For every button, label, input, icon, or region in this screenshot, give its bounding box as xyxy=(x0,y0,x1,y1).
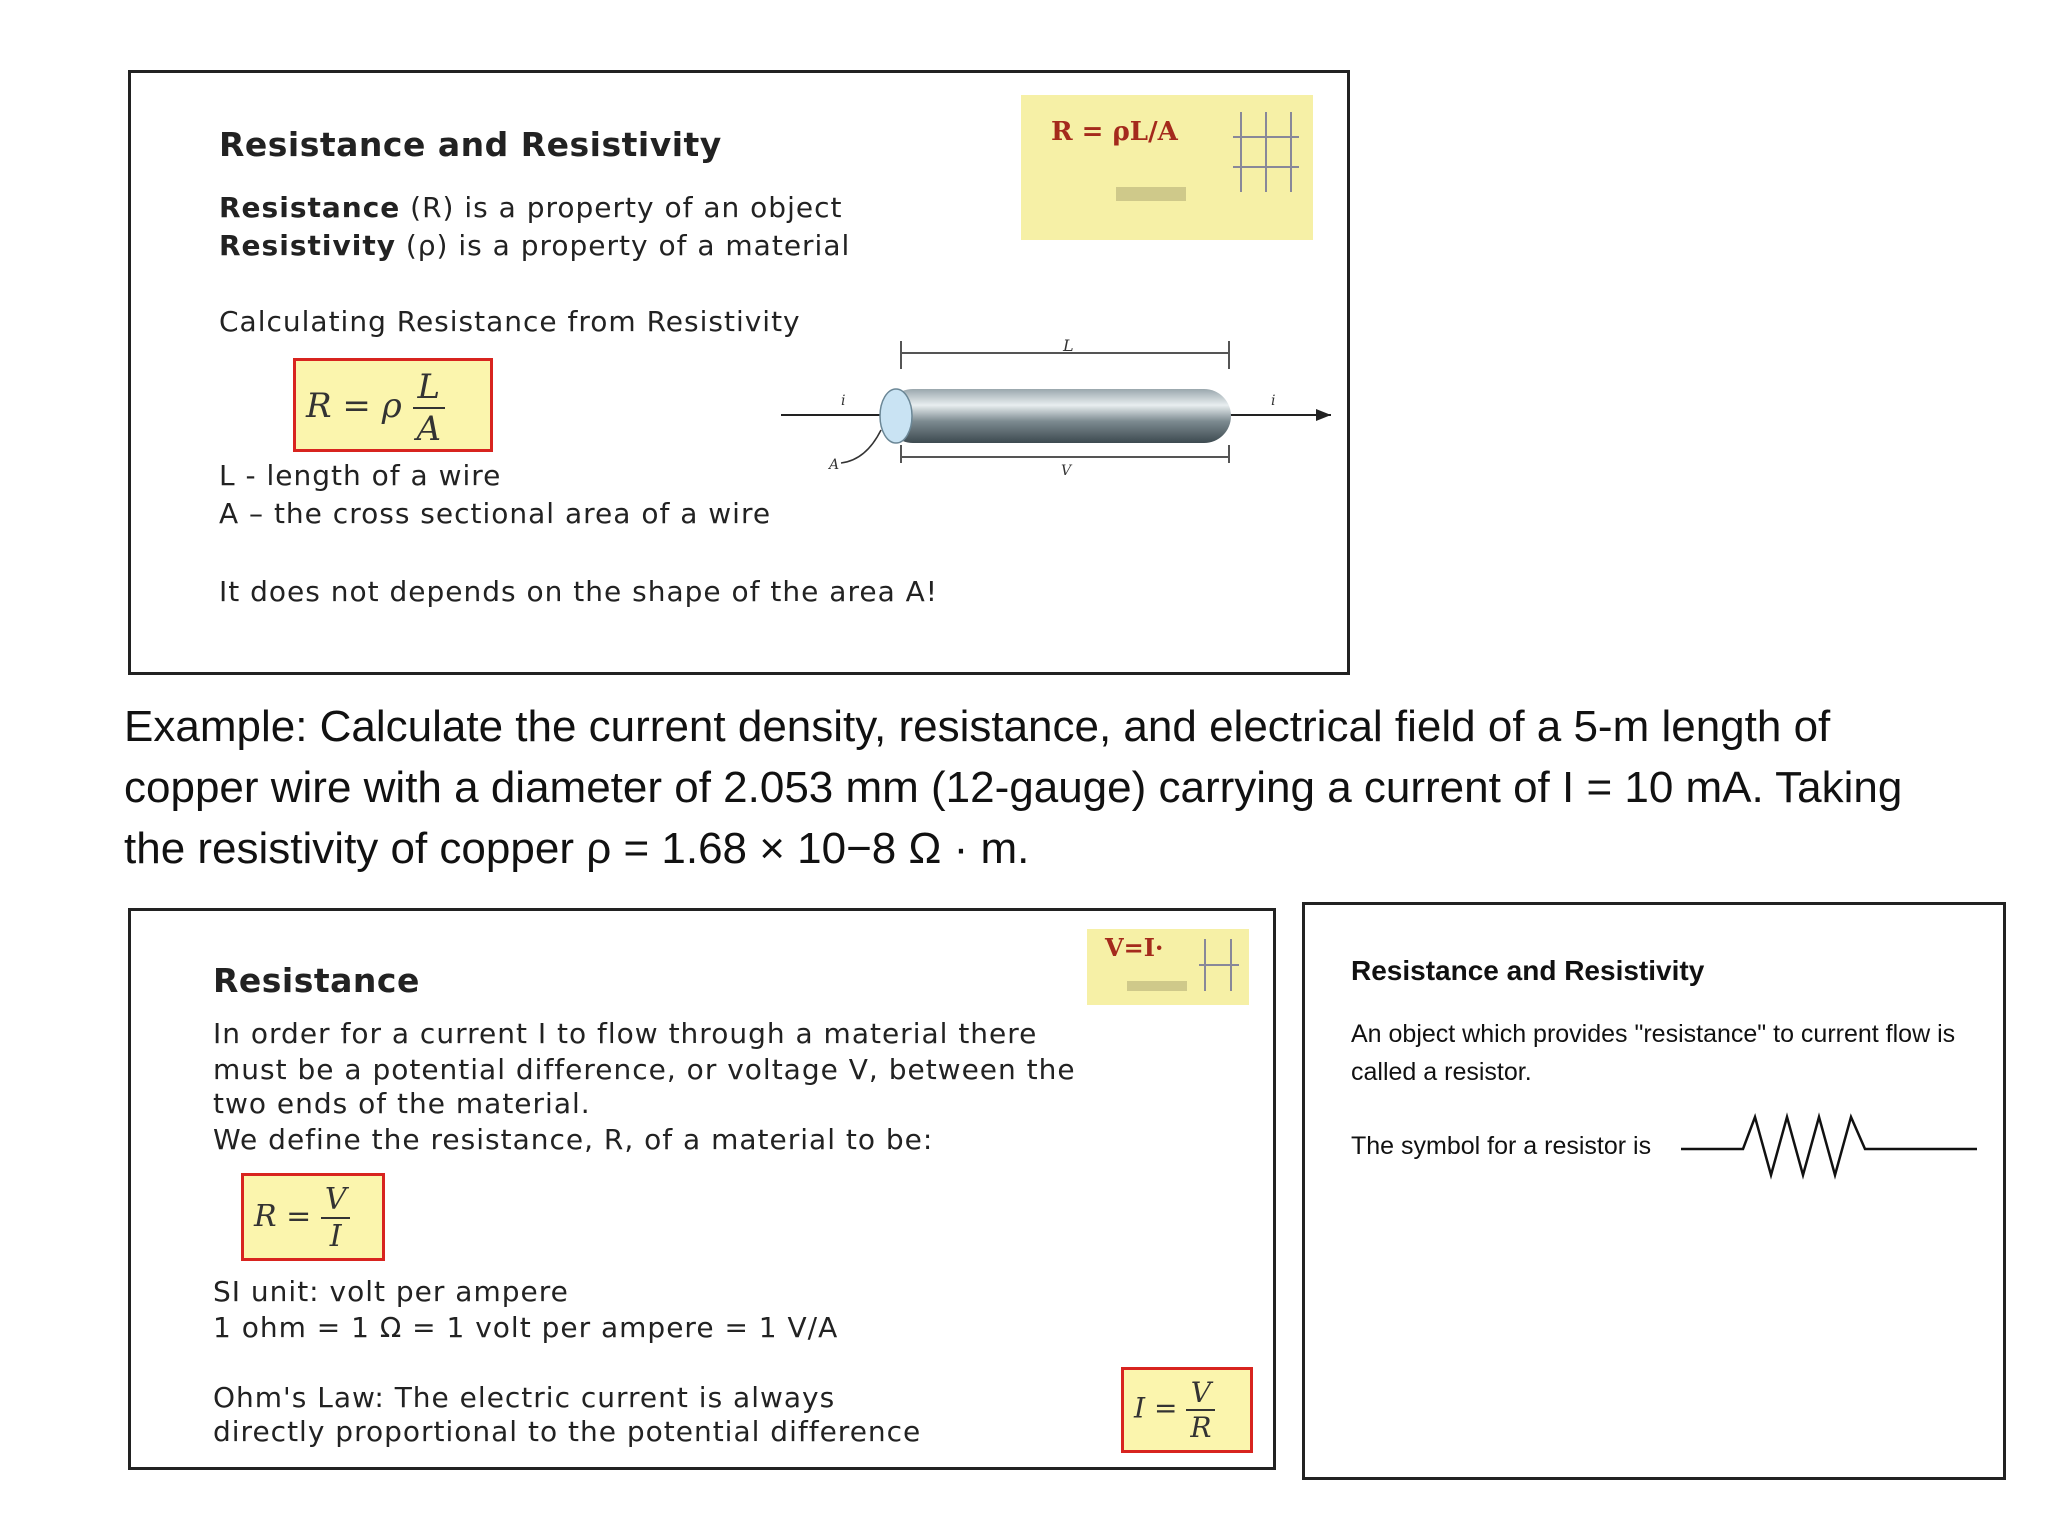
wire-cylinder xyxy=(886,389,1231,443)
resistance-formula-num: V xyxy=(321,1182,351,1219)
wire-label-area: A xyxy=(829,457,840,473)
slide2-ohms-law-line2: directly proportional to the potential difference xyxy=(213,1415,922,1448)
slide1-note: It does not depends on the shape of the area A! xyxy=(219,575,938,608)
resistance-formula xyxy=(241,1173,385,1261)
slide2-si-unit: SI unit: volt per ampere xyxy=(213,1275,569,1308)
resistance-formula-den: I xyxy=(329,1219,342,1254)
example-problem-text: Example: Calculate the current density, resistance, and electrical field of a 5-m length of copper wire with a diameter of 2.053 mm (12-gauge) carrying a current of I = 10 mA. Taking the resistivity of copper ρ = 1.68 × 10−8 Ω · m. xyxy=(124,702,1903,873)
wire-cross-section xyxy=(880,389,912,443)
slide-resistance-resistivity xyxy=(128,70,1350,675)
resistivity-formula-fraction xyxy=(413,367,446,449)
wire-label-length: L xyxy=(1063,336,1074,355)
resistivity-formula xyxy=(293,358,493,452)
slide2-thumbnail xyxy=(1087,929,1249,1005)
slide3-line1: An object which provides "resistance" to current flow is xyxy=(1351,1020,1956,1048)
slide1-line1-bold: Resistance xyxy=(219,191,401,224)
slide-resistance xyxy=(128,908,1276,1470)
resistance-formula-fraction xyxy=(321,1182,351,1254)
slide2-title: Resistance xyxy=(213,961,420,1000)
slide2-thumbnail-formula: V=I· xyxy=(1105,933,1164,962)
wire-label-current-right: i xyxy=(1271,393,1276,409)
slide1-subheading: Calculating Resistance from Resistivity xyxy=(219,305,801,338)
resistivity-formula-den: A xyxy=(416,409,442,449)
slide1-thumbnail xyxy=(1021,95,1313,240)
slide2-thumbnail-columns-icon xyxy=(1197,935,1241,997)
current-arrow-icon xyxy=(1316,409,1331,421)
slide3-title: Resistance and Resistivity xyxy=(1351,955,1705,986)
slide1-def-length: L - length of a wire xyxy=(219,459,502,492)
slide2-para-line3: two ends of the material. xyxy=(213,1087,591,1120)
ohms-law-formula xyxy=(1121,1367,1253,1453)
slide1-line-resistance xyxy=(219,191,842,224)
slide3-line2: called a resistor. xyxy=(1351,1058,1532,1086)
slide2-ohm-definition: 1 ohm = 1 Ω = 1 volt per ampere = 1 V/A xyxy=(213,1311,839,1344)
ohms-law-formula-num: V xyxy=(1186,1376,1215,1411)
resistor-symbol-icon xyxy=(1681,1111,1981,1181)
slide2-para-line1: In order for a current I to flow through a material there xyxy=(213,1017,1038,1050)
slide1-line-resistivity xyxy=(219,229,850,262)
slide1-line2-rest: (ρ) is a property of a material xyxy=(395,229,851,262)
slide2-para-line2: must be a potential difference, or voltage V, between the xyxy=(213,1053,1076,1086)
slide1-def-area: A – the cross sectional area of a wire xyxy=(219,497,772,530)
ohms-law-formula-lhs: I = xyxy=(1134,1391,1178,1425)
slide2-ohms-law-line1: Ohm's Law: The electric current is always xyxy=(213,1381,836,1414)
ohms-law-formula-fraction xyxy=(1186,1376,1215,1444)
wire-label-current-left: i xyxy=(841,393,846,409)
thumbnail-formula: R = ρL/A xyxy=(1051,117,1178,147)
resistivity-formula-lhs: R = ρ xyxy=(306,386,402,426)
resistivity-formula-num: L xyxy=(413,367,446,409)
thumbnail-resistor-columns-icon xyxy=(1231,107,1301,207)
slide1-line1-rest: (R) is a property of an object xyxy=(400,191,843,224)
ohms-law-formula-den: R xyxy=(1190,1411,1212,1444)
wire-label-voltage: V xyxy=(1061,463,1072,475)
slide2-para-line4: We define the resistance, R, of a material to be: xyxy=(213,1123,934,1156)
slide1-title: Resistance and Resistivity xyxy=(219,125,722,164)
slide1-line2-bold: Resistivity xyxy=(219,229,396,262)
resistance-formula-lhs: R = xyxy=(254,1199,312,1234)
wire-diagram xyxy=(771,335,1331,475)
slide3-symbol-text: The symbol for a resistor is xyxy=(1351,1132,1652,1160)
slide-resistor-symbol xyxy=(1302,902,2006,1480)
